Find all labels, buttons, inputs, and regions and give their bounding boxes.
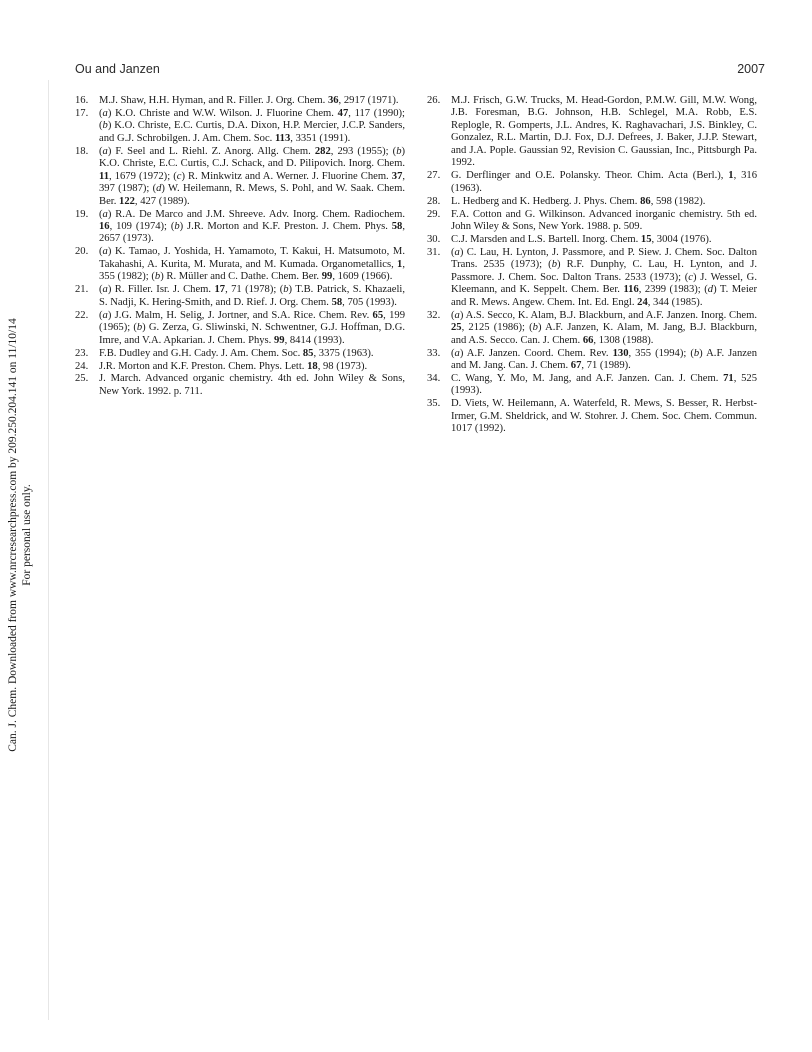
download-watermark: [0, 270, 40, 800]
reference-text: (a) K.O. Christe and W.W. Wilson. J. Fluorine Chem. 47, 117 (1990); (b) K.O. Christe, E.C. Curtis, D.A. Dixon, H.P. Mercier, J.C.P. Sanders, and G.J. Schrobilgen. J. Am. Chem. Soc. 113, 3351 (1991).: [99, 107, 405, 144]
reference-number: 28.: [427, 195, 441, 207]
reference-number: 16.: [75, 95, 89, 106]
reference-entry: [75, 373, 405, 398]
reference-entry: [427, 95, 757, 170]
reference-number: 29.: [427, 208, 441, 220]
reference-text: F.A. Cotton and G. Wilkinson. Advanced inorganic chemistry. 5th ed. John Wiley & Sons, New York. 1988. p. 509.: [451, 208, 757, 233]
reference-entry: [75, 348, 405, 360]
reference-entry: [75, 284, 405, 309]
reference-entry: [427, 196, 757, 208]
reference-entry: [427, 348, 757, 373]
reference-entry: [75, 310, 405, 347]
reference-number: 34.: [427, 372, 441, 384]
reference-number: 26.: [427, 95, 441, 106]
reference-entry: [427, 398, 757, 435]
references-column-left: [75, 95, 405, 399]
reference-text: L. Hedberg and K. Hedberg. J. Phys. Chem. 86, 598 (1982).: [451, 195, 706, 207]
reference-entry: [75, 146, 405, 208]
reference-text: C.J. Marsden and L.S. Bartell. Inorg. Chem. 15, 3004 (1976).: [451, 233, 712, 245]
reference-text: M.J. Shaw, H.H. Hyman, and R. Filler. J. Org. Chem. 36, 2917 (1971).: [99, 95, 399, 106]
page-number: 2007: [737, 62, 765, 76]
reference-entry: [75, 209, 405, 246]
reference-number: 23.: [75, 347, 89, 359]
reference-text: (a) F. Seel and L. Riehl. Z. Anorg. Allg. Chem. 282, 293 (1955); (b) K.O. Christe, E.C. Curtis, C.J. Schack, and D. Pilipovich. Inorg. Chem. 11, 1679 (1972); (c) R. Minkwitz and A. Werner. J. Fluorine Chem. 37, 397 (1987); (d) W. Heilemann, R. Mews, S. Pohl, and W. Saak. Chem. Ber. 122, 427 (1989).: [99, 145, 406, 207]
reference-entry: [427, 209, 757, 234]
personal-use-notice: For personal use only.: [21, 484, 33, 586]
reference-number: 32.: [427, 309, 441, 321]
reference-entry: [75, 95, 405, 107]
reference-number: 31.: [427, 246, 441, 258]
reference-text: (a) R.A. De Marco and J.M. Shreeve. Adv. Inorg. Chem. Radiochem. 16, 109 (1974); (b) J.R. Morton and K.F. Preston. J. Chem. Phys. 58, 2657 (1973).: [99, 208, 405, 245]
reference-number: 21.: [75, 284, 89, 296]
reference-number: 19.: [75, 208, 89, 220]
reference-number: 24.: [75, 360, 89, 372]
reference-number: 17.: [75, 107, 89, 119]
reference-text: J. March. Advanced organic chemistry. 4th ed. John Wiley & Sons, New York. 1992. p. 711.: [99, 373, 405, 397]
reference-number: 35.: [427, 398, 441, 410]
reference-number: 22.: [75, 309, 89, 321]
header-authors: Ou and Janzen: [75, 62, 160, 76]
reference-entry: [427, 247, 757, 309]
reference-text: (a) K. Tamao, J. Yoshida, H. Yamamoto, T. Kakui, H. Matsumoto, M. Takahashi, A. Kurita, M. Murata, and M. Kumada. Organometallics, 1, 355 (1982); (b) R. Müller and C. Dathe. Chem. Ber. 99, 1609 (1966).: [99, 246, 405, 283]
reference-number: 25.: [75, 373, 89, 385]
reference-entry: [427, 310, 757, 347]
reference-text: M.J. Frisch, G.W. Trucks, M. Head-Gordon, P.M.W. Gill, M.W. Wong, J.B. Foresman, B.G. Johnson, H.B. Schlegel, M.A. Robb, E.S. Replogle, R. Gomperts, J.L. Andres, K. Raghavachari, J.S. Binkley, C. Gonzalez, R.L. Martin, D.J. Fox, D.J. Defrees, J. Baker, J.J.P. Stewart, and J.A. Pople. Gaussian 92, Revision C. Gaussian, Inc., Pittsburgh Pa. 1992.: [451, 95, 757, 169]
reference-text: J.R. Morton and K.F. Preston. Chem. Phys. Lett. 18, 98 (1973).: [99, 360, 368, 372]
gutter-line: [48, 80, 49, 1020]
reference-entry: [75, 361, 405, 373]
reference-number: 30.: [427, 233, 441, 245]
reference-text: (a) R. Filler. Isr. J. Chem. 17, 71 (1978); (b) T.B. Patrick, S. Khazaeli, S. Nadji, K. Hering-Smith, and D. Rief. J. Org. Chem. 58, 705 (1993).: [99, 284, 406, 308]
reference-text: (a) A.F. Janzen. Coord. Chem. Rev. 130, 355 (1994); (b) A.F. Janzen and M. Jang. Can. J. Chem. 67, 71 (1989).: [451, 347, 757, 372]
reference-number: 33.: [427, 347, 441, 359]
reference-text: (a) A.S. Secco, K. Alam, B.J. Blackburn, and A.F. Janzen. Inorg. Chem. 25, 2125 (1986); (b) A.F. Janzen, K. Alam, M. Jang, B.J. Blackburn, and A.S. Secco. Can. J. Chem. 66, 1308 (1988).: [451, 309, 757, 346]
download-notice: Can. J. Chem. Downloaded from www.nrcresearchpress.com by 209.250.204.141 on 11/10/14: [7, 318, 19, 752]
reference-entry: [427, 234, 757, 246]
reference-number: 18.: [75, 145, 89, 157]
reference-text: (a) C. Lau, H. Lynton, J. Passmore, and P. Siew. J. Chem. Soc. Dalton Trans. 2535 (1973); (b) R.F. Dunphy, C. Lau, H. Lynton, and J. Passmore. J. Chem. Soc. Dalton Trans. 2533 (1973); (c) J. Wessel, G. Kleemann, and K. Seppelt. Chem. Ber. 116, 2399 (1983); (d) T. Meier and R. Mews. Angew. Chem. Int. Ed. Engl. 24, 344 (1985).: [451, 246, 757, 308]
reference-number: 20.: [75, 246, 89, 258]
references-column-right: [427, 95, 757, 436]
reference-text: (a) J.G. Malm, H. Selig, J. Jortner, and S.A. Rice. Chem. Rev. 65, 199 (1965); (b) G. Zerza, G. Sliwinski, N. Schwentner, G.J. Hoffman, D.G. Imre, and V.A. Apkarian. J. Chem. Phys. 99, 8414 (1993).: [99, 309, 405, 346]
reference-entry: [427, 170, 757, 195]
reference-entry: [427, 373, 757, 398]
reference-number: 27.: [427, 170, 441, 182]
reference-text: F.B. Dudley and G.H. Cady. J. Am. Chem. Soc. 85, 3375 (1963).: [99, 347, 374, 359]
reference-text: D. Viets, W. Heilemann, A. Waterfeld, R. Mews, S. Besser, R. Herbst-Irmer, G.M. Sheldrick, and W. Stohrer. J. Chem. Soc. Chem. Commun. 1017 (1992).: [451, 398, 757, 435]
reference-text: C. Wang, Y. Mo, M. Jang, and A.F. Janzen. Can. J. Chem. 71, 525 (1993).: [451, 372, 757, 397]
reference-entry: [75, 108, 405, 145]
running-header: [75, 62, 765, 78]
reference-entry: [75, 246, 405, 283]
reference-text: G. Derflinger and O.E. Polansky. Theor. Chim. Acta (Berl.), 1, 316 (1963).: [451, 170, 758, 194]
